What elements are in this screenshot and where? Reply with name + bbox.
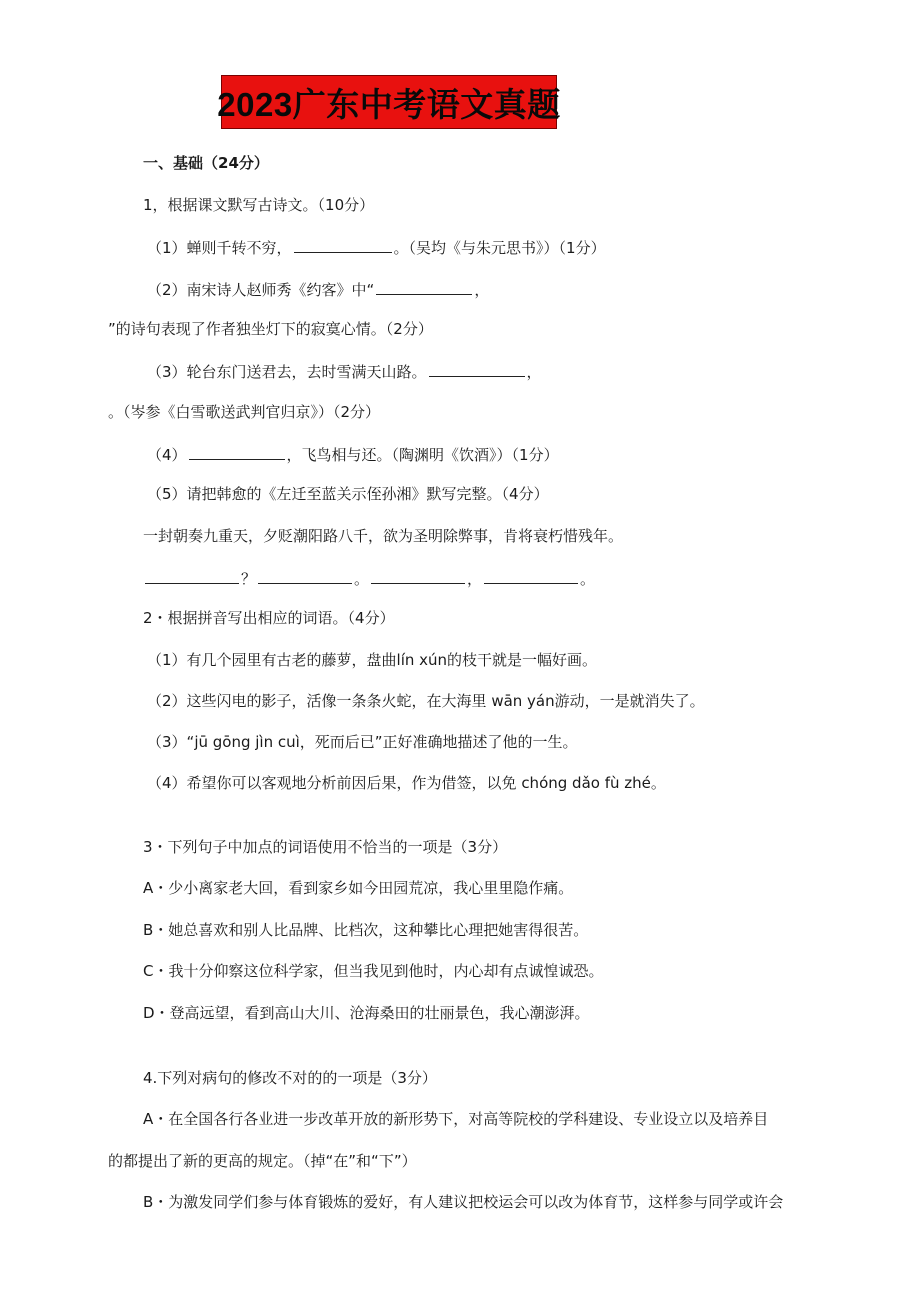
answer-blank[interactable]	[371, 566, 465, 584]
punctuation: ？	[241, 570, 257, 588]
q1-item-3-continued: 。（岑参《白雪歌送武判官归京》）（2分）	[108, 403, 381, 421]
q3-option-a: A・少小离家老大回，看到家乡如今田园荒凉，我心里里隐作痛。	[143, 879, 574, 897]
q4-option-a: A・在全国各行各业进一步改革开放的新形势下，对高等院校的学科建设、专业设立以及培养目	[143, 1110, 769, 1128]
q3-option-d: D・登高远望，看到高山大川、沧海桑田的壮丽景色，我心潮澎湃。	[143, 1004, 590, 1022]
punctuation: 。	[354, 570, 370, 588]
q1-item-2-prefix: （2）南宋诗人赵师秀《约客》中“	[147, 281, 375, 299]
answer-blank[interactable]	[258, 566, 352, 584]
answer-blank[interactable]	[145, 566, 239, 584]
q1-item-1-prefix: （1）蝉则千转不穷，	[147, 239, 292, 257]
punctuation: ，	[467, 570, 483, 588]
question-1-stem: 1，根据课文默写古诗文。（10分）	[143, 196, 375, 214]
section-heading: 一、基础（24分）	[143, 154, 269, 172]
q1-item-3-prefix: （3）轮台东门送君去，去时雪满天山路。	[147, 363, 427, 381]
q1-item-1	[147, 235, 606, 259]
answer-blank[interactable]	[484, 566, 578, 584]
answer-blank[interactable]	[376, 277, 472, 295]
q1-item-4-suffix: ，飞鸟相与还。（陶渊明《饮酒》）（1分）	[286, 446, 559, 464]
q1-item-5-blanks	[143, 566, 595, 590]
punctuation: 。	[580, 570, 596, 588]
q1-item-2-mid: ，	[474, 281, 490, 299]
page-title: 2023广东中考语文真题	[221, 75, 557, 129]
q1-item-2	[147, 277, 489, 301]
q1-item-1-suffix: 。（吴均《与朱元思书》）（1分）	[393, 239, 606, 257]
q1-item-4	[147, 442, 559, 466]
answer-blank[interactable]	[429, 359, 525, 377]
question-2-stem: 2・根据拼音写出相应的词语。（4分）	[143, 609, 395, 627]
q4-option-a-continued: 的都提出了新的更高的规定。（掉“在”和“下”）	[108, 1152, 417, 1170]
q3-option-c: C・我十分仰察这位科学家，但当我见到他时，内心却有点诚惶诚恐。	[143, 962, 604, 980]
q3-option-b: B・她总喜欢和别人比品牌、比档次，这种攀比心理把她害得很苦。	[143, 921, 589, 939]
q2-item-3: （3）“jū gōng jìn cuì，死而后已”正好准确地描述了他的一生。	[147, 733, 578, 751]
q1-item-3	[147, 359, 542, 383]
answer-blank[interactable]	[189, 442, 285, 460]
answer-blank[interactable]	[294, 235, 392, 253]
q1-item-3-mid: ，	[526, 363, 542, 381]
question-4-stem: 4.下列对病句的修改不对的的一项是（3分）	[143, 1069, 437, 1087]
q1-item-5: （5）请把韩愈的《左迁至蓝关示侄孙湘》默写完整。（4分）	[147, 485, 549, 503]
q1-item-4-prefix: （4）	[147, 446, 187, 464]
q4-option-b: B・为激发同学们参与体育锻炼的爱好，有人建议把校运会可以改为体育节，这样参与同学或许会	[143, 1193, 784, 1211]
q2-item-1: （1）有几个园里有古老的藤萝，盘曲lín xún的枝干就是一幅好画。	[147, 651, 598, 669]
question-3-stem: 3・下列句子中加点的词语使用不恰当的一项是（3分）	[143, 838, 508, 856]
q2-item-4: （4）希望你可以客观地分析前因后果，作为借签，以免 chóng dǎo fù zhé。	[147, 774, 666, 792]
q2-item-2: （2）这些闪电的影子，活像一条条火蛇，在大海里 wān yán游动，一是就消失了。	[147, 692, 705, 710]
q1-item-5-poem: 一封朝奏九重天，夕贬潮阳路八千，欲为圣明除弊事，肯将衰朽惜残年。	[143, 527, 624, 545]
q1-item-2-continued: ”的诗句表现了作者独坐灯下的寂寞心情。（2分）	[108, 320, 433, 338]
